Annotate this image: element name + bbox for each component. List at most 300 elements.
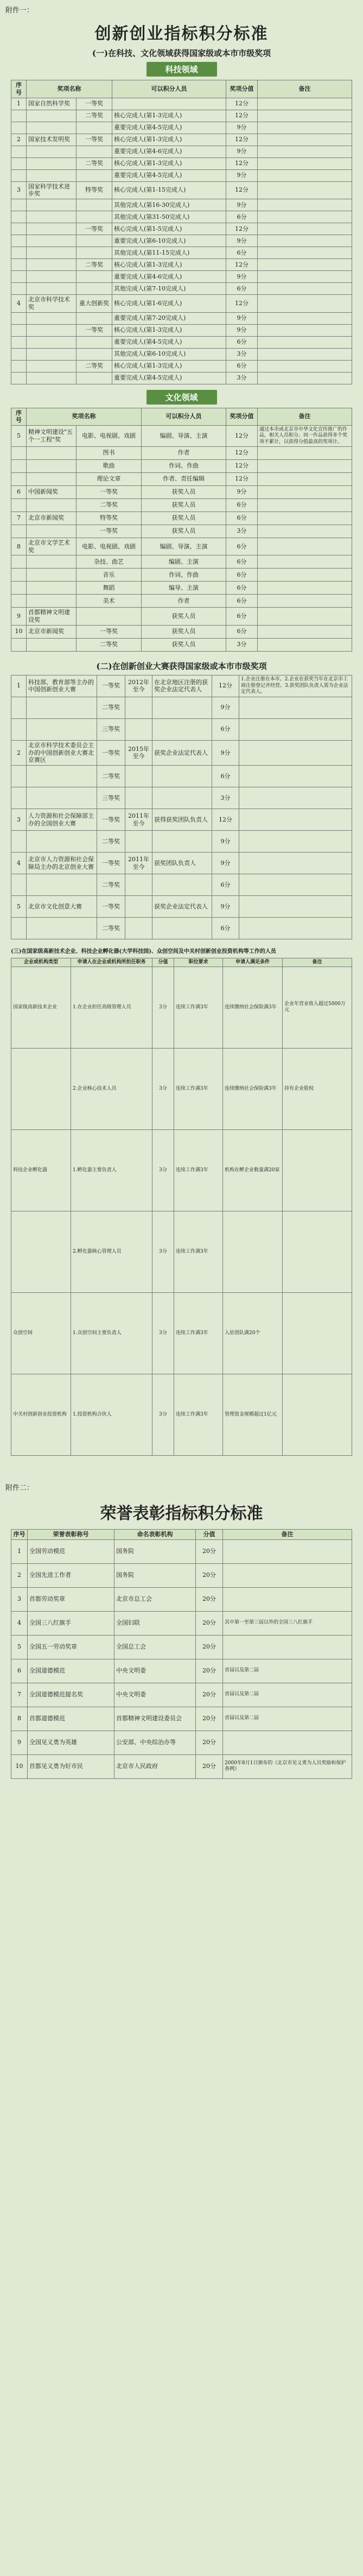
cell-no (11, 146, 27, 157)
cell-no: 1 (11, 98, 27, 110)
cell-score: 3分 (152, 1374, 174, 1455)
table-row (11, 199, 352, 211)
cell-score: 9分 (226, 324, 258, 336)
cell-remark (258, 348, 352, 360)
cell-who: 重要完成人(第7-20完成人) (112, 312, 226, 324)
table-row (11, 485, 352, 498)
cell-who: 重要完成人(第4-6完成人) (112, 271, 226, 283)
cell-who: 作者 (142, 446, 226, 459)
table-row (11, 675, 352, 697)
cell-no (11, 372, 27, 384)
cell-remark (258, 525, 352, 538)
cell-contest-name (27, 787, 97, 809)
cell-no (11, 874, 27, 896)
cell-no: 9 (11, 608, 27, 626)
table-row (11, 582, 352, 595)
cell-no: 2 (11, 134, 27, 146)
cell-level: 二等奖 (97, 766, 125, 787)
cell-remark (258, 157, 352, 169)
table-row (11, 1292, 352, 1374)
cell-year: 2011年至今 (125, 853, 152, 874)
cell-org: 北京市人民政府 (114, 1754, 196, 1778)
cell-who (152, 697, 212, 718)
cell-award-name: 北京市新闻奖 (27, 625, 77, 638)
cell-no: 7 (11, 1683, 28, 1707)
cell-remark: 首届以及第二届 (223, 1659, 352, 1683)
table-row (11, 146, 352, 157)
cell-who: 获奖团队负责人 (152, 853, 212, 874)
cell-level: 特等奖 (77, 181, 112, 199)
cell-org: 北京市总工会 (114, 1587, 196, 1611)
cell-no (11, 271, 27, 283)
cell-level: 二等奖 (77, 157, 112, 169)
cell-no: 4 (11, 853, 27, 874)
cell-no (11, 569, 27, 582)
table-row (11, 896, 352, 918)
cell-req: 连续工作满3年 (174, 1129, 223, 1211)
col-remark: 备注 (223, 1529, 352, 1539)
cell-org: 全国妇联 (114, 1611, 196, 1635)
cell-who: 编导、主演 (142, 582, 226, 595)
cell-level: 理论文章 (77, 472, 142, 485)
cell-honor-name: 首都道德模范 (28, 1707, 114, 1731)
section3-title: (三)在国家级高新技术企业、科技企业孵化器(大学科技园)、众创空间及中关村创新创业投资机构等工作的人员 (11, 949, 276, 955)
cell-contest-name (27, 766, 97, 787)
cell-remark (223, 1563, 352, 1587)
cell-award-name (27, 110, 77, 122)
cell-remark (239, 831, 352, 853)
table-row (11, 134, 352, 146)
cell-who (152, 787, 212, 809)
table-row (11, 918, 352, 939)
cell-remark: 1.企业注册在本市。2.企业在获奖当年在北京市工商注册登记并经营。3.获奖团队负责人需为企业法定代表人。 (239, 675, 352, 697)
col-score: 分值 (196, 1529, 223, 1539)
cell-no (11, 472, 27, 485)
cell-contest-name: 科技部、教育部等主办的中国创新创业大赛 (27, 675, 97, 697)
cell-score: 3分 (226, 525, 258, 538)
cell-who: 其他完成人(第16-30完成人) (112, 199, 226, 211)
cell-no (11, 336, 27, 348)
cell-no: 5 (11, 426, 27, 447)
cell-remark (239, 718, 352, 740)
cell-no (11, 718, 27, 740)
table-row (11, 853, 352, 874)
table-row (11, 157, 352, 169)
cell-level (77, 146, 112, 157)
table-row (11, 223, 352, 235)
cell-no (11, 918, 27, 939)
cell-level (77, 122, 112, 134)
cell-who: 核心完成人(第1-6完成人) (112, 295, 226, 313)
cell-score: 20分 (196, 1731, 223, 1754)
cell-remark (239, 766, 352, 787)
cell-no (11, 157, 27, 169)
col-remark: 备注 (258, 80, 352, 98)
cell-contest-name (27, 918, 97, 939)
cell-score: 3分 (226, 372, 258, 384)
cell-who (152, 874, 212, 896)
cell-year (125, 831, 152, 853)
cell-remark (258, 485, 352, 498)
cell-level: 歌曲 (77, 459, 142, 472)
cell-no: 8 (11, 1707, 28, 1731)
cell-remark (258, 134, 352, 146)
cell-role: 1.孵化器主要负责人 (71, 1129, 152, 1211)
cell-who: 重要完成人(第4-5完成人) (112, 336, 226, 348)
section2-title: (二)在创新创业大赛获得国家级或本市市级奖项 (96, 661, 267, 671)
table-row (11, 831, 352, 853)
table-row (11, 336, 352, 348)
cell-remark: 首届以及第二届 (223, 1683, 352, 1707)
cell-award-name (27, 446, 77, 459)
attachment-label: 附件一： (5, 7, 34, 15)
cell-no (11, 638, 27, 651)
cell-level: 图书 (77, 446, 142, 459)
cell-who: 编剧、导演、主演 (142, 538, 226, 555)
cell-score: 20分 (196, 1635, 223, 1659)
cell-level: 电影、电视剧、戏剧 (77, 538, 142, 555)
table-row (11, 295, 352, 313)
table-row (11, 608, 352, 626)
cell-level (77, 199, 112, 211)
cell-award-name (27, 498, 77, 512)
cell-level: 一等奖 (97, 740, 125, 765)
col-score: 奖项分值 (226, 408, 258, 426)
cell-cond (223, 1211, 283, 1292)
cell-level: 重大创新奖 (77, 295, 112, 313)
cell-year: 2015年至今 (125, 740, 152, 765)
cell-score: 6分 (212, 874, 239, 896)
cell-level: 二等奖 (97, 831, 125, 853)
table-row (11, 110, 352, 122)
cell-no: 3 (11, 809, 27, 831)
cell-score: 6分 (212, 766, 239, 787)
cell-award-name (27, 146, 77, 157)
cell-no: 5 (11, 1635, 28, 1659)
cell-year (125, 697, 152, 718)
cell-no: 7 (11, 512, 27, 525)
cell-level: 一等奖 (77, 485, 142, 498)
cell-org: 国务院 (114, 1539, 196, 1563)
table-row (11, 874, 352, 896)
cell-score: 12分 (226, 459, 258, 472)
col-org: 命名表彰机构 (114, 1529, 196, 1539)
tech-awards-table (11, 80, 352, 384)
cell-level: 美术 (77, 595, 142, 608)
cell-level: 二等奖 (97, 874, 125, 896)
cell-score: 12分 (226, 426, 258, 447)
cell-score: 6分 (226, 360, 258, 372)
cell-score: 3分 (226, 638, 258, 651)
honor-title: 荣誉表彰指标积分标准 (100, 1504, 263, 1523)
cell-remark (239, 853, 352, 874)
table-row (11, 181, 352, 199)
cell-score: 9分 (226, 271, 258, 283)
cell-level (77, 608, 142, 626)
col-no: 序号 (11, 80, 27, 98)
cell-award-name (27, 312, 77, 324)
ribbon-tech: 科技领域 (147, 62, 217, 77)
table-row (11, 1707, 352, 1731)
cell-score: 6分 (226, 555, 258, 569)
col-award: 奖项名称 (27, 408, 142, 426)
cell-score: 12分 (226, 134, 258, 146)
cell-remark (258, 146, 352, 157)
table-row (11, 1587, 352, 1611)
culture-awards-table (11, 408, 352, 652)
cell-req: 连续工作满3年 (174, 1048, 223, 1129)
cell-cond: 机构在孵企业数量满20家 (223, 1129, 283, 1211)
table-row (11, 1129, 352, 1211)
cell-level (77, 247, 112, 259)
cell-no: 4 (11, 295, 27, 313)
cell-remark (239, 896, 352, 918)
cell-remark (239, 874, 352, 896)
cell-award-name (27, 582, 77, 595)
cell-level (77, 283, 112, 295)
cell-no (11, 766, 27, 787)
cell-remark (258, 271, 352, 283)
table-row (11, 498, 352, 512)
cell-who: 重要完成人(第4-5完成人) (112, 169, 226, 181)
cell-remark (258, 283, 352, 295)
cell-score: 12分 (212, 809, 239, 831)
cell-score: 3分 (152, 1211, 174, 1292)
cell-award-name (27, 271, 77, 283)
cell-remark (223, 1539, 352, 1563)
cell-remark (258, 169, 352, 181)
cell-level: 二等奖 (97, 918, 125, 939)
cell-year (125, 718, 152, 740)
cell-no (11, 211, 27, 223)
cell-remark (283, 1129, 352, 1211)
cell-who: 获奖人员 (142, 638, 226, 651)
table-row (11, 809, 352, 831)
cell-score: 6分 (226, 608, 258, 626)
cell-award-name (27, 595, 77, 608)
cell-no: 2 (11, 1563, 28, 1587)
cell-level: 音乐 (77, 569, 142, 582)
cell-req: 连续工作满3年 (174, 1374, 223, 1455)
cell-level (77, 235, 112, 247)
cell-who: 编剧、导演、主演 (142, 426, 226, 447)
cell-remark (258, 625, 352, 638)
cell-who (152, 766, 212, 787)
cell-remark (283, 1374, 352, 1455)
cell-no (11, 348, 27, 360)
cell-no (11, 223, 27, 235)
cell-score: 9分 (212, 697, 239, 718)
table-row (11, 446, 352, 459)
table-row (11, 625, 352, 638)
col-innovation-2: 分值 (152, 958, 174, 967)
cell-no (11, 324, 27, 336)
cell-no (11, 122, 27, 134)
cell-award-name: 国家技术发明奖 (27, 134, 77, 146)
cell-level: 一等奖 (97, 809, 125, 831)
cell-no: 10 (11, 625, 27, 638)
cell-level: 一等奖 (77, 134, 112, 146)
cell-who: 作者、责任编辑 (142, 472, 226, 485)
cell-remark (258, 608, 352, 626)
cell-level: 二等奖 (77, 638, 142, 651)
cell-who: 获得获奖团队负责人 (152, 809, 212, 831)
cell-year (125, 766, 152, 787)
cell-remark (258, 199, 352, 211)
cell-award-name (27, 324, 77, 336)
cell-remark (258, 122, 352, 134)
cell-who: 作词、作曲 (142, 459, 226, 472)
cell-score: 6分 (226, 498, 258, 512)
cell-remark (258, 211, 352, 223)
cell-score: 9分 (212, 853, 239, 874)
cell-award-name (27, 157, 77, 169)
cell-remark: 持有企业股权 (283, 1048, 352, 1129)
cell-level: 一等奖 (77, 324, 112, 336)
cell-remark (258, 110, 352, 122)
cell-remark: 企业年营业收入超过5000万元 (283, 967, 352, 1048)
cell-no (11, 595, 27, 608)
cell-level: 一等奖 (77, 223, 112, 235)
col-innovation-3: 职位要求 (174, 958, 223, 967)
cell-level: 二等奖 (77, 259, 112, 271)
cell-award-name: 精神文明建设"五个一工程"奖 (27, 426, 77, 447)
cell-remark (283, 1211, 352, 1292)
cell-no (11, 235, 27, 247)
cell-no (11, 283, 27, 295)
table-row (11, 312, 352, 324)
col-honor: 荣誉表彰称号 (28, 1529, 114, 1539)
cell-remark (258, 312, 352, 324)
cell-award-name (27, 336, 77, 348)
cell-award-name (27, 211, 77, 223)
cell-level: 一等奖 (77, 525, 142, 538)
cell-score: 9分 (212, 740, 239, 765)
cell-level (77, 348, 112, 360)
cell-level (77, 336, 112, 348)
cell-honor-name: 全国先进工作者 (28, 1563, 114, 1587)
cell-award-name: 北京市科学技术奖 (27, 295, 77, 313)
table-row (11, 271, 352, 283)
cell-score: 6分 (226, 569, 258, 582)
cell-level: 电影、电视剧、戏剧 (77, 426, 142, 447)
cell-who: 在北京地区注册的获奖企业法定代表人 (152, 675, 212, 697)
cell-score: 9分 (226, 235, 258, 247)
table-row (11, 1659, 352, 1683)
cell-score: 9分 (226, 122, 258, 134)
cell-remark (258, 336, 352, 348)
table-row (11, 1211, 352, 1292)
cell-remark (239, 740, 352, 765)
table-row (11, 569, 352, 582)
cell-score: 6分 (226, 582, 258, 595)
cell-remark (258, 181, 352, 199)
cell-score: 3分 (152, 967, 174, 1048)
table-row (11, 1635, 352, 1659)
cell-level: 二等奖 (77, 360, 112, 372)
cell-level: 特等奖 (77, 512, 142, 525)
col-no: 序号 (11, 408, 27, 426)
cell-score: 3分 (226, 348, 258, 360)
cell-level: 一等奖 (97, 675, 125, 697)
honor-table (11, 1529, 352, 1779)
cell-year: 2011年至今 (125, 809, 152, 831)
cell-contest-name (27, 718, 97, 740)
cell-remark (258, 569, 352, 582)
table-row (11, 360, 352, 372)
table-row (11, 98, 352, 110)
cell-cond: 连续缴纳社会保险满3年 (223, 1048, 283, 1129)
cell-no (11, 169, 27, 181)
cell-score: 9分 (212, 831, 239, 853)
cell-remark (283, 1292, 352, 1374)
cell-score: 6分 (212, 718, 239, 740)
cell-award-name: 国家自然科学奖 (27, 98, 77, 110)
cell-no: 4 (11, 1611, 28, 1635)
cell-score: 12分 (226, 446, 258, 459)
cell-score: 3分 (152, 1292, 174, 1374)
cell-who: 核心完成人(第1-3完成人) (112, 360, 226, 372)
col-who: 可以积分人员 (142, 408, 226, 426)
table-row (11, 247, 352, 259)
cell-who: 重要完成人(第6-10完成人) (112, 235, 226, 247)
table-row (11, 638, 352, 651)
cell-remark (258, 555, 352, 569)
cell-who: 作词、作曲 (142, 569, 226, 582)
cell-no: 1 (11, 675, 27, 697)
cell-year (125, 874, 152, 896)
table-row (11, 283, 352, 295)
cell-remark (258, 459, 352, 472)
col-innovation-0: 企业或机构类型 (11, 958, 71, 967)
cell-role: 1.投资机构合伙人 (71, 1374, 152, 1455)
cell-cond: 管理资金规模超过1亿元 (223, 1374, 283, 1455)
cell-role: 1.在企业担任高级管理人员 (71, 967, 152, 1048)
table-row (11, 525, 352, 538)
cell-who: 核心完成人(第1-3完成人) (112, 134, 226, 146)
cell-who: 其他完成人(第6-10完成人) (112, 348, 226, 360)
cell-no (11, 110, 27, 122)
cell-org: 国务院 (114, 1563, 196, 1587)
cell-org: 首都精神文明建设委员会 (114, 1707, 196, 1731)
cell-remark (258, 638, 352, 651)
innovation-table (11, 958, 352, 1456)
cell-remark (258, 259, 352, 271)
cell-remark (258, 360, 352, 372)
page-title: 创新创业指标积分标准 (94, 24, 269, 43)
cell-no: 6 (11, 485, 27, 498)
cell-level: 一等奖 (97, 896, 125, 918)
cell-award-name (27, 569, 77, 582)
cell-no: 6 (11, 1659, 28, 1683)
cell-cond: 入驻团队满20个 (223, 1292, 283, 1374)
cell-who: 核心完成人(第1-5完成人) (112, 223, 226, 235)
cell-honor-name: 全国五一劳动奖章 (28, 1635, 114, 1659)
cell-honor-name: 全国见义勇为英雄 (28, 1731, 114, 1754)
cell-score: 6分 (226, 211, 258, 223)
cell-type (11, 1048, 71, 1129)
cell-remark (258, 223, 352, 235)
cell-score: 20分 (196, 1683, 223, 1707)
cell-contest-name (27, 831, 97, 853)
cell-score: 12分 (212, 675, 239, 697)
cell-year (125, 918, 152, 939)
cell-who: 核心完成人(第1-3完成人) (112, 157, 226, 169)
cell-type: 国家级高新技术企业 (11, 967, 71, 1048)
cell-award-name (27, 638, 77, 651)
col-score: 奖项分值 (226, 80, 258, 98)
cell-score: 3分 (152, 1129, 174, 1211)
